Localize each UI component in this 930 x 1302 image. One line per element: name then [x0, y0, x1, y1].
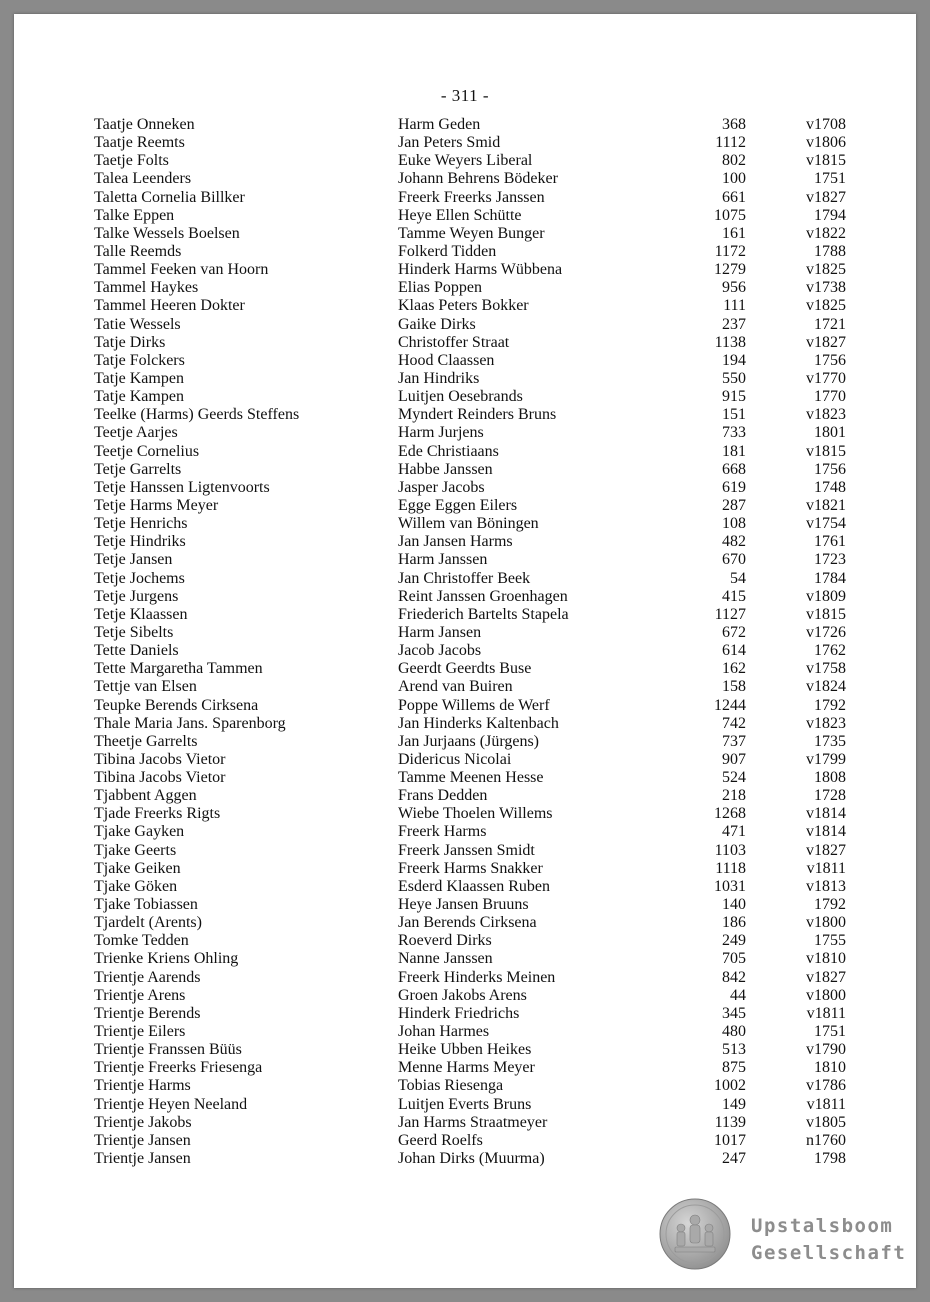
- entry-partner: Harm Geden: [398, 116, 481, 133]
- entry-name: Talke Eppen: [94, 206, 175, 224]
- list-item: [14, 787, 916, 805]
- entry-year: v1786: [806, 1077, 846, 1095]
- list-item: [14, 570, 916, 588]
- list-item: [14, 497, 916, 515]
- entry-name: Taletta Cornelia Billker: [94, 188, 245, 206]
- entry-year: v1811: [806, 1095, 846, 1113]
- entry-name: Tjabbent Aggen: [94, 787, 197, 805]
- entry-number: 218: [722, 787, 746, 805]
- entry-partner: Jan Jurjaans (Jürgens): [398, 732, 540, 750]
- entry-number: 149: [722, 1095, 746, 1113]
- entry-partner: Jan Christoffer Beek: [398, 569, 531, 587]
- entry-partner: Heike Ubben Heikes: [398, 1041, 532, 1059]
- entry-number: 368: [722, 116, 746, 133]
- list-item: [14, 116, 916, 134]
- entry-name: Tomke Tedden: [94, 932, 189, 950]
- entry-number: 415: [722, 587, 746, 605]
- entry-partner: Myndert Reinders Bruns: [398, 406, 557, 424]
- entry-number: 907: [722, 750, 746, 768]
- entry-name: Tetje Jochems: [94, 569, 185, 587]
- entry-year: v1823: [806, 406, 846, 424]
- entry-partner: Tamme Weyen Bunger: [398, 224, 545, 242]
- entry-partner: Frans Dedden: [398, 787, 488, 805]
- entry-partner: Hinderk Harms Wübbena: [398, 261, 563, 279]
- list-item: [14, 751, 916, 769]
- entry-name: Tette Margaretha Tammen: [94, 660, 263, 678]
- list-item: [14, 715, 916, 733]
- entry-name: Tjardelt (Arents): [94, 914, 202, 932]
- entry-number: 1244: [714, 696, 746, 714]
- entry-number: 237: [722, 315, 746, 333]
- list-item: [14, 624, 916, 642]
- list-item: [14, 660, 916, 678]
- entry-name: Thale Maria Jans. Sparenborg: [94, 714, 286, 732]
- entry-number: 249: [722, 932, 746, 950]
- list-item: [14, 261, 916, 279]
- entry-name: Trientje Eilers: [94, 1023, 186, 1041]
- entry-number: 875: [722, 1059, 746, 1077]
- entry-name: Tjade Freerks Rigts: [94, 805, 221, 823]
- list-item: [14, 1114, 916, 1132]
- entry-partner: Klaas Peters Bokker: [398, 297, 529, 315]
- entry-number: 151: [722, 406, 746, 424]
- entry-partner: Gaike Dirks: [398, 315, 476, 333]
- entry-year: v1822: [806, 224, 846, 242]
- entry-name: Tetje Henrichs: [94, 515, 188, 533]
- entry-number: 737: [722, 732, 746, 750]
- entry-year: v1708: [806, 116, 846, 133]
- list-item: [14, 860, 916, 878]
- entry-name: Trientje Franssen Büüs: [94, 1041, 242, 1059]
- entry-year: v1770: [806, 369, 846, 387]
- entry-name: Tjake Tobiassen: [94, 896, 198, 914]
- entry-number: 247: [722, 1150, 746, 1168]
- entry-partner: Jacob Jacobs: [398, 642, 482, 660]
- entry-name: Trientje Berends: [94, 1004, 201, 1022]
- entry-partner: Reint Janssen Groenhagen: [398, 587, 568, 605]
- entry-year: v1799: [806, 750, 846, 768]
- list-item: [14, 515, 916, 533]
- entry-number: 672: [722, 623, 746, 641]
- entry-year: v1825: [806, 297, 846, 315]
- entry-year: v1726: [806, 623, 846, 641]
- list-item: [14, 678, 916, 696]
- entry-number: 111: [723, 297, 746, 315]
- list-item: [14, 1023, 916, 1041]
- entry-number: 1138: [714, 333, 746, 351]
- list-item: [14, 207, 916, 225]
- entry-year: v1810: [806, 950, 846, 968]
- entry-number: 482: [722, 533, 746, 551]
- list-item: [14, 152, 916, 170]
- entry-partner: Tamme Meenen Hesse: [398, 769, 544, 787]
- entry-year: v1823: [806, 714, 846, 732]
- entry-name: Tette Daniels: [94, 642, 179, 660]
- entry-year: 1735: [814, 732, 846, 750]
- list-item: [14, 279, 916, 297]
- entry-year: v1815: [806, 152, 846, 170]
- entry-name: Tatje Kampen: [94, 388, 184, 406]
- entry-year: v1827: [806, 841, 846, 859]
- list-item: [14, 878, 916, 896]
- entry-name: Taatje Reemts: [94, 134, 185, 152]
- entry-number: 1017: [714, 1131, 746, 1149]
- list-item: [14, 189, 916, 207]
- entry-number: 287: [722, 496, 746, 514]
- list-item: [14, 352, 916, 370]
- entry-year: 1751: [814, 1023, 846, 1041]
- entry-year: 1748: [814, 478, 846, 496]
- entry-number: 742: [722, 714, 746, 732]
- entry-name: Trienke Kriens Ohling: [94, 950, 239, 968]
- list-item: [14, 551, 916, 569]
- entry-year: v1815: [806, 605, 846, 623]
- entry-partner: Groen Jakobs Arens: [398, 986, 527, 1004]
- entry-name: Taatje Onneken: [94, 116, 195, 133]
- entry-partner: Jasper Jacobs: [398, 478, 485, 496]
- entry-partner: Johan Dirks (Muurma): [398, 1150, 545, 1168]
- entry-name: Tettje van Elsen: [94, 678, 197, 696]
- entry-year: 1751: [814, 170, 846, 188]
- entry-partner: Elias Poppen: [398, 279, 482, 297]
- entry-number: 802: [722, 152, 746, 170]
- entry-partner: Luitjen Everts Bruns: [398, 1095, 532, 1113]
- entry-name: Tatje Dirks: [94, 333, 166, 351]
- entry-name: Tetje Hindriks: [94, 533, 186, 551]
- list-item: [14, 370, 916, 388]
- entry-year: v1811: [806, 1004, 846, 1022]
- entry-name: Tammel Feeken van Hoorn: [94, 261, 269, 279]
- entry-year: 1810: [814, 1059, 846, 1077]
- list-item: [14, 424, 916, 442]
- entry-partner: Harm Jansen: [398, 623, 482, 641]
- entry-partner: Johann Behrens Bödeker: [398, 170, 558, 188]
- entry-partner: Tobias Riesenga: [398, 1077, 504, 1095]
- list-item: [14, 969, 916, 987]
- entry-year: v1821: [806, 496, 846, 514]
- entry-name: Tetje Sibelts: [94, 623, 174, 641]
- entry-name: Trientje Aarends: [94, 968, 201, 986]
- list-item: [14, 950, 916, 968]
- entry-name: Tetje Jansen: [94, 551, 173, 569]
- list-item: [14, 823, 916, 841]
- entry-number: 1172: [714, 242, 746, 260]
- entry-partner: Johan Harmes: [398, 1023, 490, 1041]
- entry-number: 1112: [715, 134, 746, 152]
- list-item: [14, 805, 916, 823]
- entry-year: 1784: [814, 569, 846, 587]
- entry-year: 1792: [814, 696, 846, 714]
- entry-name: Trientje Jansen: [94, 1131, 191, 1149]
- entry-partner: Ede Christiaans: [398, 442, 499, 460]
- list-item: [14, 697, 916, 715]
- entry-partner: Jan Hinderks Kaltenbach: [398, 714, 559, 732]
- entry-number: 186: [722, 914, 746, 932]
- entry-year: v1825: [806, 261, 846, 279]
- entry-name: Taetje Folts: [94, 152, 169, 170]
- entry-year: v1814: [806, 823, 846, 841]
- entry-name: Tjake Göken: [94, 877, 178, 895]
- list-item: [14, 1041, 916, 1059]
- entry-partner: Christoffer Straat: [398, 333, 510, 351]
- list-item: [14, 1059, 916, 1077]
- entry-number: 524: [722, 769, 746, 787]
- page-number: - 311 -: [440, 86, 490, 105]
- entry-number: 140: [722, 896, 746, 914]
- entry-number: 345: [722, 1004, 746, 1022]
- list-item: [14, 243, 916, 261]
- entry-year: v1738: [806, 279, 846, 297]
- list-item: [14, 334, 916, 352]
- entry-name: Tammel Haykes: [94, 279, 199, 297]
- entry-name: Tetje Harms Meyer: [94, 496, 219, 514]
- list-item: [14, 932, 916, 950]
- list-item: [14, 1005, 916, 1023]
- entry-name: Trientje Arens: [94, 986, 186, 1004]
- entry-number: 1075: [714, 206, 746, 224]
- entry-partner: Freerk Hinderks Meinen: [398, 968, 556, 986]
- list-item: [14, 316, 916, 334]
- entry-name: Talle Reemds: [94, 242, 182, 260]
- entry-year: 1788: [814, 242, 846, 260]
- entry-year: 1728: [814, 787, 846, 805]
- entry-partner: Menne Harms Meyer: [398, 1059, 535, 1077]
- entry-number: 480: [722, 1023, 746, 1041]
- entry-number: 1118: [715, 859, 746, 877]
- entry-partner: Habbe Janssen: [398, 460, 493, 478]
- entry-name: Tatie Wessels: [94, 315, 181, 333]
- entry-number: 915: [722, 388, 746, 406]
- entry-year: v1827: [806, 333, 846, 351]
- entry-number: 54: [730, 569, 746, 587]
- list-item: [14, 533, 916, 551]
- entry-year: 1801: [814, 424, 846, 442]
- list-item: [14, 642, 916, 660]
- list-item: [14, 842, 916, 860]
- entry-number: 1139: [714, 1113, 746, 1131]
- entry-name: Trientje Heyen Neeland: [94, 1095, 248, 1113]
- entry-number: 181: [722, 442, 746, 460]
- entry-name: Tjake Gayken: [94, 823, 185, 841]
- entry-number: 162: [722, 660, 746, 678]
- entry-partner: Willem van Böningen: [398, 515, 539, 533]
- entry-year: v1805: [806, 1113, 846, 1131]
- list-item: [14, 479, 916, 497]
- entry-name: Tatje Folckers: [94, 351, 185, 369]
- entry-partner: Jan Peters Smid: [398, 134, 501, 152]
- list-item: [14, 297, 916, 315]
- entry-year: 1798: [814, 1150, 846, 1168]
- entry-number: 1103: [714, 841, 746, 859]
- entry-name: Teetje Cornelius: [94, 442, 200, 460]
- entry-year: v1811: [806, 859, 846, 877]
- entry-year: v1809: [806, 587, 846, 605]
- entry-number: 158: [722, 678, 746, 696]
- entry-partner: Jan Hindriks: [398, 369, 480, 387]
- list-item: [14, 987, 916, 1005]
- entry-partner: Hood Claassen: [398, 351, 495, 369]
- entry-year: 1770: [814, 388, 846, 406]
- entry-year: v1814: [806, 805, 846, 823]
- list-item: [14, 406, 916, 424]
- entry-name: Teetje Aarjes: [94, 424, 178, 442]
- seal-icon: [659, 1198, 731, 1270]
- list-item: [14, 769, 916, 787]
- entry-name: Teelke (Harms) Geerds Steffens: [94, 406, 300, 424]
- entry-number: 1031: [714, 877, 746, 895]
- entry-year: 1761: [814, 533, 846, 551]
- entry-partner: Freerk Janssen Smidt: [398, 841, 535, 859]
- entry-partner: Jan Berends Cirksena: [398, 914, 537, 932]
- entry-partner: Jan Jansen Harms: [398, 533, 513, 551]
- entry-year: 1762: [814, 642, 846, 660]
- entry-partner: Heye Jansen Bruuns: [398, 896, 529, 914]
- entry-year: v1824: [806, 678, 846, 696]
- entry-year: v1800: [806, 914, 846, 932]
- entry-partner: Wiebe Thoelen Willems: [398, 805, 553, 823]
- entry-number: 733: [722, 424, 746, 442]
- list-item: [14, 1150, 916, 1168]
- entry-year: v1800: [806, 986, 846, 1004]
- entry-partner: Arend van Buiren: [398, 678, 513, 696]
- entry-year: n1760: [806, 1131, 846, 1149]
- entry-number: 661: [722, 188, 746, 206]
- list-item: [14, 896, 916, 914]
- entry-name: Trientje Freerks Friesenga: [94, 1059, 263, 1077]
- entry-number: 670: [722, 551, 746, 569]
- entry-number: 842: [722, 968, 746, 986]
- entry-number: 956: [722, 279, 746, 297]
- entry-name: Trientje Harms: [94, 1077, 191, 1095]
- entry-name: Tjake Geiken: [94, 859, 181, 877]
- entry-year: v1813: [806, 877, 846, 895]
- entry-year: v1758: [806, 660, 846, 678]
- list-item: [14, 606, 916, 624]
- entry-partner: Freerk Harms: [398, 823, 487, 841]
- entry-partner: Roeverd Dirks: [398, 932, 492, 950]
- list-item: [14, 170, 916, 188]
- entry-partner: Folkerd Tidden: [398, 242, 497, 260]
- entry-partner: Egge Eggen Eilers: [398, 496, 518, 514]
- list-item: [14, 388, 916, 406]
- entry-year: 1723: [814, 551, 846, 569]
- entry-partner: Euke Weyers Liberal: [398, 152, 533, 170]
- list-item: [14, 461, 916, 479]
- entry-year: 1721: [814, 315, 846, 333]
- entry-name: Talke Wessels Boelsen: [94, 224, 240, 242]
- entry-partner: Freerk Freerks Janssen: [398, 188, 545, 206]
- list-item: [14, 588, 916, 606]
- list-item: [14, 1077, 916, 1095]
- entry-year: v1790: [806, 1041, 846, 1059]
- entry-name: Theetje Garrelts: [94, 732, 198, 750]
- entry-year: 1755: [814, 932, 846, 950]
- entry-number: 44: [730, 986, 746, 1004]
- watermark-line-1: Upstalsboom: [751, 1215, 894, 1237]
- entry-partner: Esderd Klaassen Ruben: [398, 877, 550, 895]
- entry-year: 1792: [814, 896, 846, 914]
- entry-partner: Poppe Willems de Werf: [398, 696, 550, 714]
- entry-year: v1806: [806, 134, 846, 152]
- entry-number: 614: [722, 642, 746, 660]
- list-item: [14, 1132, 916, 1150]
- document-page: [14, 14, 916, 1288]
- entry-name: Tatje Kampen: [94, 369, 184, 387]
- entry-partner: Harm Jurjens: [398, 424, 484, 442]
- entry-year: 1756: [814, 460, 846, 478]
- entry-year: v1754: [806, 515, 846, 533]
- list-item: [14, 914, 916, 932]
- register-list: [14, 116, 916, 1168]
- entry-name: Trientje Jansen: [94, 1150, 191, 1168]
- entry-number: 619: [722, 478, 746, 496]
- entry-name: Talea Leenders: [94, 170, 192, 188]
- entry-name: Tetje Hanssen Ligtenvoorts: [94, 478, 270, 496]
- entry-number: 194: [722, 351, 746, 369]
- entry-number: 1279: [714, 261, 746, 279]
- entry-name: Teupke Berends Cirksena: [94, 696, 259, 714]
- entry-name: Tetje Garrelts: [94, 460, 182, 478]
- entry-partner: Didericus Nicolai: [398, 750, 512, 768]
- entry-number: 161: [722, 224, 746, 242]
- entry-name: Tammel Heeren Dokter: [94, 297, 245, 315]
- entry-partner: Hinderk Friedrichs: [398, 1004, 520, 1022]
- entry-year: 1794: [814, 206, 846, 224]
- entry-name: Tibina Jacobs Vietor: [94, 750, 226, 768]
- entry-partner: Jan Harms Straatmeyer: [398, 1113, 548, 1131]
- entry-partner: Nanne Janssen: [398, 950, 493, 968]
- entry-partner: Heye Ellen Schütte: [398, 206, 522, 224]
- entry-year: 1756: [814, 351, 846, 369]
- entry-partner: Friederich Bartelts Stapela: [398, 605, 569, 623]
- entry-number: 100: [722, 170, 746, 188]
- entry-number: 1268: [714, 805, 746, 823]
- entry-year: v1815: [806, 442, 846, 460]
- entry-year: v1827: [806, 188, 846, 206]
- entry-partner: Geerd Roelfs: [398, 1131, 483, 1149]
- list-item: [14, 1096, 916, 1114]
- list-item: [14, 733, 916, 751]
- entry-name: Tibina Jacobs Vietor: [94, 769, 226, 787]
- entry-year: 1808: [814, 769, 846, 787]
- entry-number: 513: [722, 1041, 746, 1059]
- watermark-text: [751, 1213, 906, 1267]
- entry-partner: Geerdt Geerdts Buse: [398, 660, 532, 678]
- entry-name: Tjake Geerts: [94, 841, 177, 859]
- entry-number: 705: [722, 950, 746, 968]
- entry-name: Tetje Jurgens: [94, 587, 179, 605]
- entry-year: v1827: [806, 968, 846, 986]
- list-item: [14, 134, 916, 152]
- list-item: [14, 225, 916, 243]
- entry-partner: Luitjen Oesebrands: [398, 388, 523, 406]
- entry-number: 471: [722, 823, 746, 841]
- entry-number: 108: [722, 515, 746, 533]
- entry-number: 550: [722, 369, 746, 387]
- entry-name: Trientje Jakobs: [94, 1113, 192, 1131]
- entry-partner: Freerk Harms Snakker: [398, 859, 543, 877]
- entry-number: 1127: [714, 605, 746, 623]
- watermark-line-2: Gesellschaft: [751, 1242, 907, 1264]
- entry-name: Tetje Klaassen: [94, 605, 188, 623]
- entry-number: 1002: [714, 1077, 746, 1095]
- entry-number: 668: [722, 460, 746, 478]
- entry-partner: Harm Janssen: [398, 551, 488, 569]
- list-item: [14, 443, 916, 461]
